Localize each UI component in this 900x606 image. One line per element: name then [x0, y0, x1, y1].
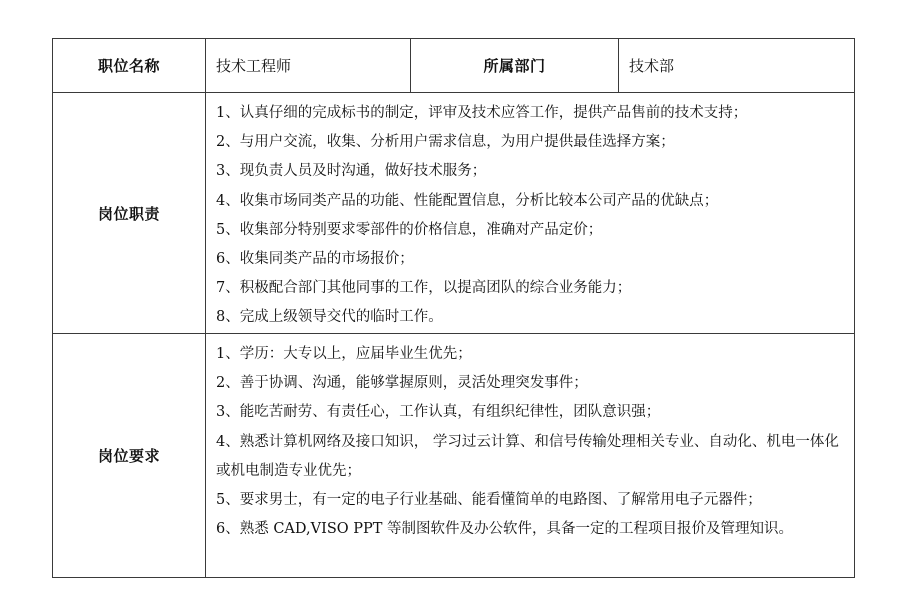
job-description-table [52, 38, 855, 578]
requirement-item: 1、学历：大专以上，应届毕业生优先； [216, 346, 472, 362]
requirements-row [53, 334, 855, 578]
duty-item: 8、完成上级领导交代的临时工作。 [216, 309, 443, 326]
header-row [53, 39, 855, 93]
requirements-list [206, 334, 855, 578]
duty-item: 7、积极配合部门其他同事的工作，以提高团队的综合业务能力； [216, 280, 632, 297]
requirements-label: 岗位要求 [53, 334, 206, 578]
duty-item: 2、与用户交流，收集、分析用户需求信息，为用户提供最佳选择方案； [216, 134, 675, 151]
duties-row [53, 93, 855, 334]
requirement-item: 4、熟悉计算机网络及接口知识， 学习过云计算、和信号传输处理相关专业、自动化、机电一体化或机电制造专业优先； [216, 433, 839, 479]
department-value: 技术部 [619, 39, 855, 93]
duty-item: 1、认真仔细的完成标书的制定，评审及技术应答工作，提供产品售前的技术支持； [216, 105, 748, 121]
requirement-item: 6、熟悉 CAD,VISO PPT 等制图软件及办公软件，具备一定的工程项目报价及管理知识。 [216, 521, 794, 538]
duty-item: 4、收集市场同类产品的功能、性能配置信息，分析比较本公司产品的优缺点； [216, 192, 719, 209]
department-label: 所属部门 [411, 39, 619, 93]
duty-item: 5、收集部分特别要求零部件的价格信息，准确对产品定价； [216, 221, 603, 238]
requirement-item: 3、能吃苦耐劳、有责任心，工作认真，有组织纪律性，团队意识强； [216, 404, 661, 421]
duties-label: 岗位职责 [53, 93, 206, 334]
requirement-item: 2、善于协调、沟通，能够掌握原则，灵活处理突发事件； [216, 375, 588, 392]
duty-item: 3、现负责人员及时沟通，做好技术服务； [216, 163, 487, 180]
duties-list [206, 93, 855, 334]
position-value: 技术工程师 [206, 39, 411, 93]
requirement-item: 5、要求男士，有一定的电子行业基础、能看懂简单的电路图、了解常用电子元器件； [216, 492, 762, 509]
duty-item: 6、收集同类产品的市场报价； [216, 251, 414, 268]
position-label: 职位名称 [53, 39, 206, 93]
